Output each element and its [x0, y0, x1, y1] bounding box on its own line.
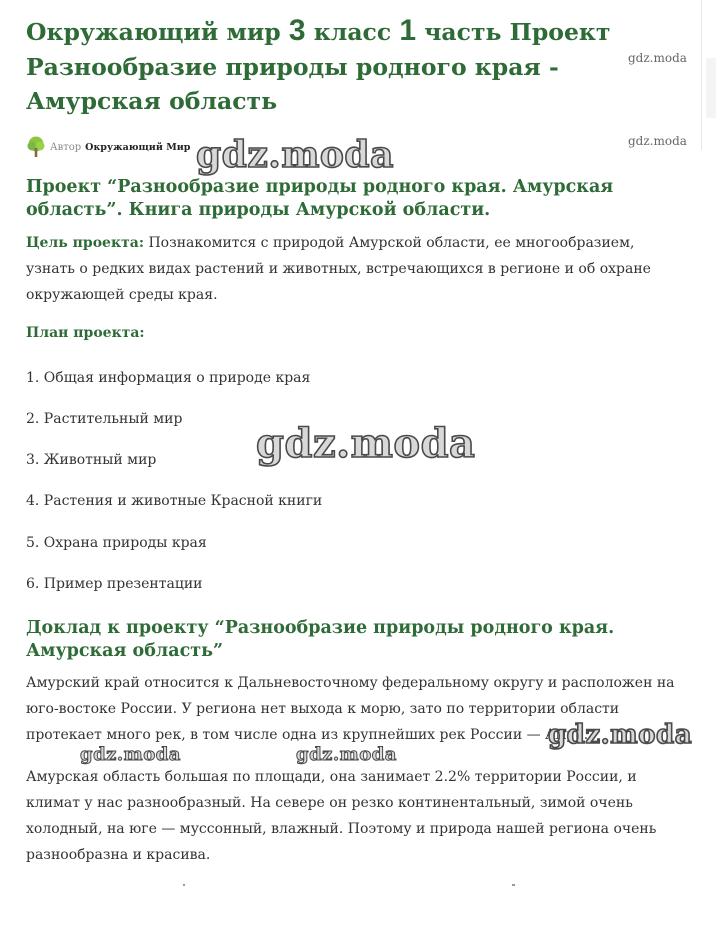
tree-icon	[26, 136, 46, 158]
page-title	[26, 14, 626, 119]
title-part-number: 1	[399, 14, 417, 47]
report-paragraph-1: Амурский край относится к Дальневосточному федеральному округу и расположен на юго-востоке России. У региона нет выхода к морю, зато по территории области протекает много рек, в том числе одна из крупнейших рек России — Амур.	[26, 675, 675, 743]
watermark-small-author: gdz.moda	[628, 134, 687, 148]
title-part-1: Окружающий мир	[26, 18, 289, 46]
plan-item: 6. Пример презентации	[26, 576, 203, 592]
report-paragraph-2: Амурская область большая по площади, она занимает 2.2% территории России, и климат у нас разнообразный. На севере он резко континентальный, зимой очень холодный, на юге — муссонный, влажный. Поэтому и природа нашей региона очень разнообразна и красива.	[26, 769, 657, 863]
right-divider	[701, 0, 702, 150]
author-name[interactable]: Окружающий Мир	[85, 141, 191, 153]
plan-item: 3. Животный мир	[26, 452, 157, 468]
title-part-2: класс	[305, 18, 400, 46]
goal-label: Цель проекта:	[26, 235, 144, 251]
project-heading: Проект “Разнообразие природы родного края. Амурская область”. Книга природы Амурской области.	[26, 177, 614, 220]
watermark-large-header: gdz.moda	[196, 134, 394, 176]
plan-item: 5. Охрана природы края	[26, 535, 207, 551]
title-grade-number: 3	[288, 14, 306, 47]
report-heading: Доклад к проекту “Разнообразие природы родного края. Амурская область”	[26, 618, 615, 661]
watermark-medium-center: gdz.moda	[296, 744, 397, 765]
cut-off-text-fragment	[183, 884, 185, 886]
watermark-small-top: gdz.moda	[628, 51, 687, 65]
author-line	[26, 136, 190, 158]
plan-item: 4. Растения и животные Красной книги	[26, 493, 323, 509]
plan-item: 1. Общая информация о природе края	[26, 370, 311, 386]
title-part-3: часть Проект Разнообразие природы родного края - Амурская область	[26, 18, 611, 115]
watermark-large-right: gdz.moda	[548, 720, 693, 750]
watermark-medium-left: gdz.moda	[80, 744, 181, 765]
goal-text: Познакомится с природой Амурской области, ее многообразием, узнать о редких видах растений и животных, встречающихся в регионе и об охране окружающей среды края.	[26, 235, 651, 303]
author-label: Автор	[50, 141, 82, 153]
project-goal	[26, 230, 686, 308]
cut-off-text-fragment	[512, 884, 515, 886]
watermark-large-center: gdz.moda	[256, 420, 476, 467]
plan-title: План проекта:	[26, 325, 145, 341]
right-sidebar-edge	[706, 58, 716, 118]
plan-item: 2. Растительный мир	[26, 411, 183, 427]
